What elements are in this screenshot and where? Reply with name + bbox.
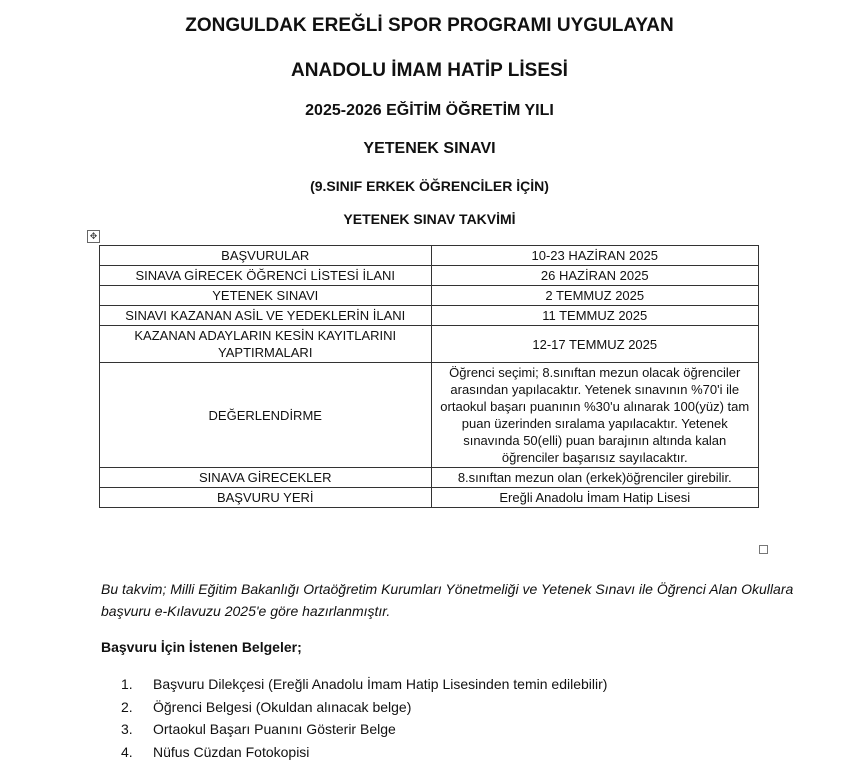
list-item — [121, 696, 607, 719]
row-value: 10-23 HAZİRAN 2025 — [431, 246, 759, 266]
title-line-1: ZONGULDAK EREĞLİ SPOR PROGRAMI UYGULAYAN — [185, 15, 674, 36]
row-label: DEĞERLENDİRME — [100, 363, 432, 468]
resize-handle-icon[interactable] — [759, 545, 768, 554]
table-row — [100, 326, 759, 363]
table-row — [100, 286, 759, 306]
schedule-table — [99, 245, 759, 508]
list-item — [121, 673, 607, 696]
row-label: SINAVA GİRECEK ÖĞRENCİ LİSTESİ İLANI — [100, 266, 432, 286]
table-row — [100, 468, 759, 488]
row-label: SINAVI KAZANAN ASİL VE YEDEKLERİN İLANI — [100, 306, 432, 326]
schedule-title: YETENEK SINAV TAKVİMİ — [343, 211, 516, 227]
row-value: Ereğli Anadolu İmam Hatip Lisesi — [431, 488, 759, 508]
row-value: 8.sınıftan mezun olan (erkek)öğrenciler girebilir. — [431, 468, 759, 488]
list-text: Nüfus Cüzdan Fotokopisi — [153, 743, 310, 760]
row-label: SINAVA GİRECEKLER — [100, 468, 432, 488]
required-documents-title: Başvuru İçin İstenen Belgeler; — [101, 639, 302, 655]
table-row — [100, 266, 759, 286]
academic-year: 2025-2026 EĞİTİM ÖĞRETİM YILI — [305, 102, 554, 119]
exam-title: YETENEK SINAVI — [363, 140, 496, 157]
row-value: 11 TEMMUZ 2025 — [431, 306, 759, 326]
row-label: KAZANAN ADAYLARIN KESİN KAYITLARINI YAPTIRMALARI — [100, 326, 432, 363]
table-row — [100, 488, 759, 508]
row-label: BAŞVURULAR — [100, 246, 432, 266]
table-row — [100, 363, 759, 468]
title-line-2: ANADOLU İMAM HATİP LİSESİ — [291, 60, 568, 81]
list-number: 3. — [121, 721, 133, 737]
list-item — [121, 741, 607, 764]
row-value: 12-17 TEMMUZ 2025 — [431, 326, 759, 363]
regulation-note: Bu takvim; Milli Eğitim Bakanlığı Ortaöğretim Kurumları Yönetmeliği ve Yetenek Sınavı ile Öğrenci Alan Okullara başvuru e-Kılavuzu 2025'e göre hazırlanmıştır. — [101, 581, 794, 619]
table-row — [100, 246, 759, 266]
exam-audience: (9.SINIF ERKEK ÖĞRENCİLER İÇİN) — [310, 178, 549, 194]
list-text: Başvuru Dilekçesi (Ereğli Anadolu İmam Hatip Lisesinden temin edilebilir) — [153, 676, 608, 692]
row-value: Öğrenci seçimi; 8.sınıftan mezun olacak öğrenciler arasından yapılacaktır. Yetenek sınavının %70'i ile ortaokul başarı puanının %30'u alınarak 100(yüz) tam puan üzerinden sıralama yapılacaktır. Yetenek sınavında 50(elli) puan barajının altında kalan öğrenciler başarısız sayılacaktır. — [431, 363, 759, 468]
row-value: 2 TEMMUZ 2025 — [431, 286, 759, 306]
list-number: 1. — [121, 676, 133, 692]
row-label: BAŞVURU YERİ — [100, 488, 432, 508]
move-arrows-icon[interactable]: ✥ — [87, 230, 100, 243]
list-number: 4. — [121, 743, 133, 760]
row-label: YETENEK SINAVI — [100, 286, 432, 306]
list-text: Öğrenci Belgesi (Okuldan alınacak belge) — [153, 698, 412, 715]
list-item — [121, 718, 607, 741]
list-number: 2. — [121, 698, 133, 715]
list-text: Ortaokul Başarı Puanını Gösterir Belge — [153, 721, 396, 737]
row-value: 26 HAZİRAN 2025 — [431, 266, 759, 286]
table-row — [100, 306, 759, 326]
required-documents-list — [121, 673, 607, 763]
